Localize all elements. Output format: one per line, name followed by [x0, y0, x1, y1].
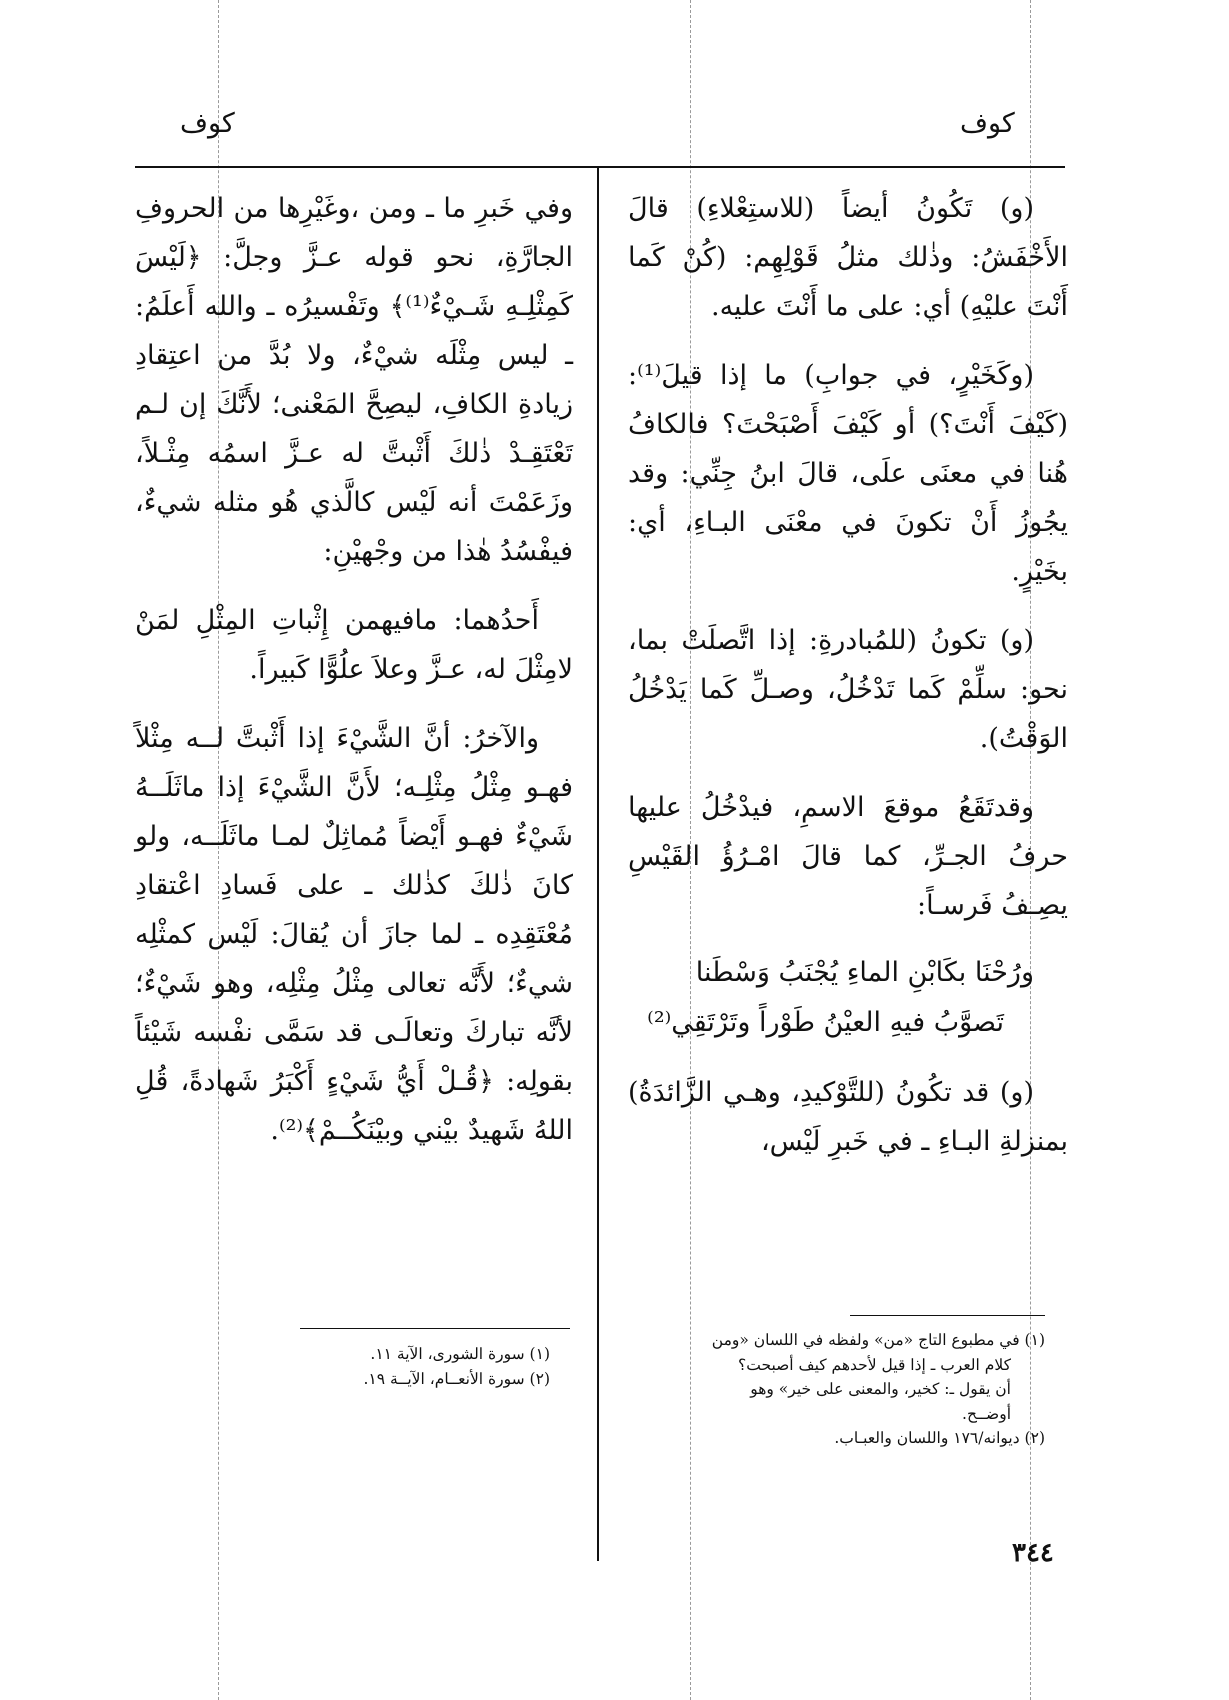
verse-hemistich-2: تَصوَّبُ فيهِ العيْنُ طَوْراً وتَرْتَقِي⁽²⁾ [647, 1007, 1004, 1038]
footnotes-left [250, 1342, 550, 1391]
footnote-continued: كلام العرب ـ إذا قيل لأحدهم كيف أصبحت؟ [738, 1355, 1011, 1374]
running-head-left: كوف [180, 108, 235, 139]
paragraph: وفي خَبرِ ما ـ ومن ،وغَيْرِها من الحروفِ الجارَّةِ، نحو قوله عـزَّ وجلَّ: ﴿لَيْسَ كَمِثْلِـهِ شَـيْءٌ⁽¹⁾﴾ وتَفْسيرُه ـ والله أَعلَمُ: ـ ليس مِثْلَه شيْءٌ، ولا بُدَّ من اعتِقادِ زيادةِ الكافِ، ليصِحَّ المَعْنى؛ لأَنَّكَ إن لـم تَعْتَقِـدْ ذٰلكَ أَثْبتَّ له عـزَّ اسمُه مِثْـلاً، وزَعَمْتَ أنه لَيْس كالَّذي هُو مثله شيءٌ، فيفْسُدُ هٰذا من وجْهيْنِ: [135, 193, 573, 567]
footnote: (١) سورة الشورى، الآية ١١. [370, 1345, 550, 1363]
footnote: (٢) سورة الأنعــام، الآيــة ١٩. [363, 1369, 550, 1388]
right-column [628, 184, 1068, 1166]
running-head-right: كوف [960, 108, 1015, 139]
paragraph: (و) قد تكُونُ (للتَّوْكيدِ، وهـي الزَّائدَةُ) بمنزلةِ البـاءِ ـ في خَبرِ لَيْس، [628, 1077, 1068, 1157]
footnote-continued: أوضــح. [962, 1404, 1011, 1423]
paragraph: (و) تكونُ (للمُبادرةِ: إذا اتَّصلَتْ بما، نحو: سلِّمْ كَما تَدْخُلُ، وصـلِّ كَما يَدْخُلُ الوَقْتُ). [628, 625, 1068, 754]
verse-hemistich-1: ورُحْنَا بكَابْنِ الماءِ يُجْنَبُ وَسْطَنا [695, 957, 1034, 988]
paragraph: والآخرُ: أنَّ الشَّيْءَ إذا أَثْبتَّ لــه مِثْلاً فهـو مِثْلُ مِثْلِـه؛ لأَنَّ الشَّيْءَ إذا ماثَلَــهُ شَيْءٌ فهـو أَيْضاً مُماثِلٌ لمـا ماثَلَــه، ولو كانَ ذٰلكَ كذٰلك ـ على فَسادِ اعْتقادِ مُعْتَقِدِه ـ لما جازَ أن يُقالَ: لَيْس كمثْلِه شيءٌ؛ لأَنَّه تعالى مِثْلُ مِثْلِه، وهو شَيْءٌ؛ لأنَّه تباركَ وتعالَـى قد سَمَّى نفْسه شَيْئاً بقولِه: ﴿قُـلْ أَيُّ شَيْءٍ أَكْبَرُ شَهادةً، قُلِ اللهُ شَهيدٌ بيْني وبيْنَكُــمْ﴾⁽²⁾. [135, 723, 573, 1146]
footnote-rule-right [850, 1315, 1045, 1316]
footnote-rule-left [300, 1328, 570, 1329]
footnote: (٢) ديوانه/١٧٦ واللسان والعبـاب. [834, 1429, 1045, 1447]
footnote: (١) في مطبوع التاج «من» ولفظه في اللسان «ومن [711, 1331, 1045, 1349]
footnotes-right [625, 1328, 1045, 1451]
paragraph: وقدتَقَعُ موقعَ الاسمِ، فيدْخُلُ عليها حرفُ الجـرِّ، كما قالَ امْـرُؤُ القَيْسِ يصِـفُ فَرسـاً: [628, 792, 1068, 921]
paragraph: (و) تَكُونُ أيضاً (للاستِعْلاءِ) قالَ الأَخْفَشُ: وذٰلك مثلُ قَوْلِهِم: (كُنْ كَما أَنْتَ عليْهِ) أي: على ما أَنْتَ عليه. [628, 193, 1068, 322]
column-divider [597, 166, 599, 1561]
paragraph: (وكَخَيْرٍ، في جوابِ) ما إذا قيلَ⁽¹⁾: (كَيْفَ أَنْتَ؟) أو كَيْفَ أَصْبَحْتَ؟ فالكافُ هُنا في معنَى علَى، قالَ ابنُ جِنِّي: وقد يجُوزُ أَنْ تكونَ في معْنَى البـاءِ، أي: بخَيْرٍ. [628, 360, 1068, 587]
left-column [135, 184, 573, 1155]
page-number: ٣٤٤ [1012, 1538, 1054, 1568]
header-rule [135, 166, 1065, 168]
paragraph: أَحدُهما: مافيهمن إِثْباتِ المِثْلِ لمَنْ لامِثْلَ له، عـزَّ وعلاَ علُوًّا كَبيراً. [135, 605, 573, 685]
footnote-continued: أن يقول ـ: كخير، والمعنى على خير» وهو [750, 1380, 1011, 1398]
poetry-verse [628, 948, 1068, 1048]
